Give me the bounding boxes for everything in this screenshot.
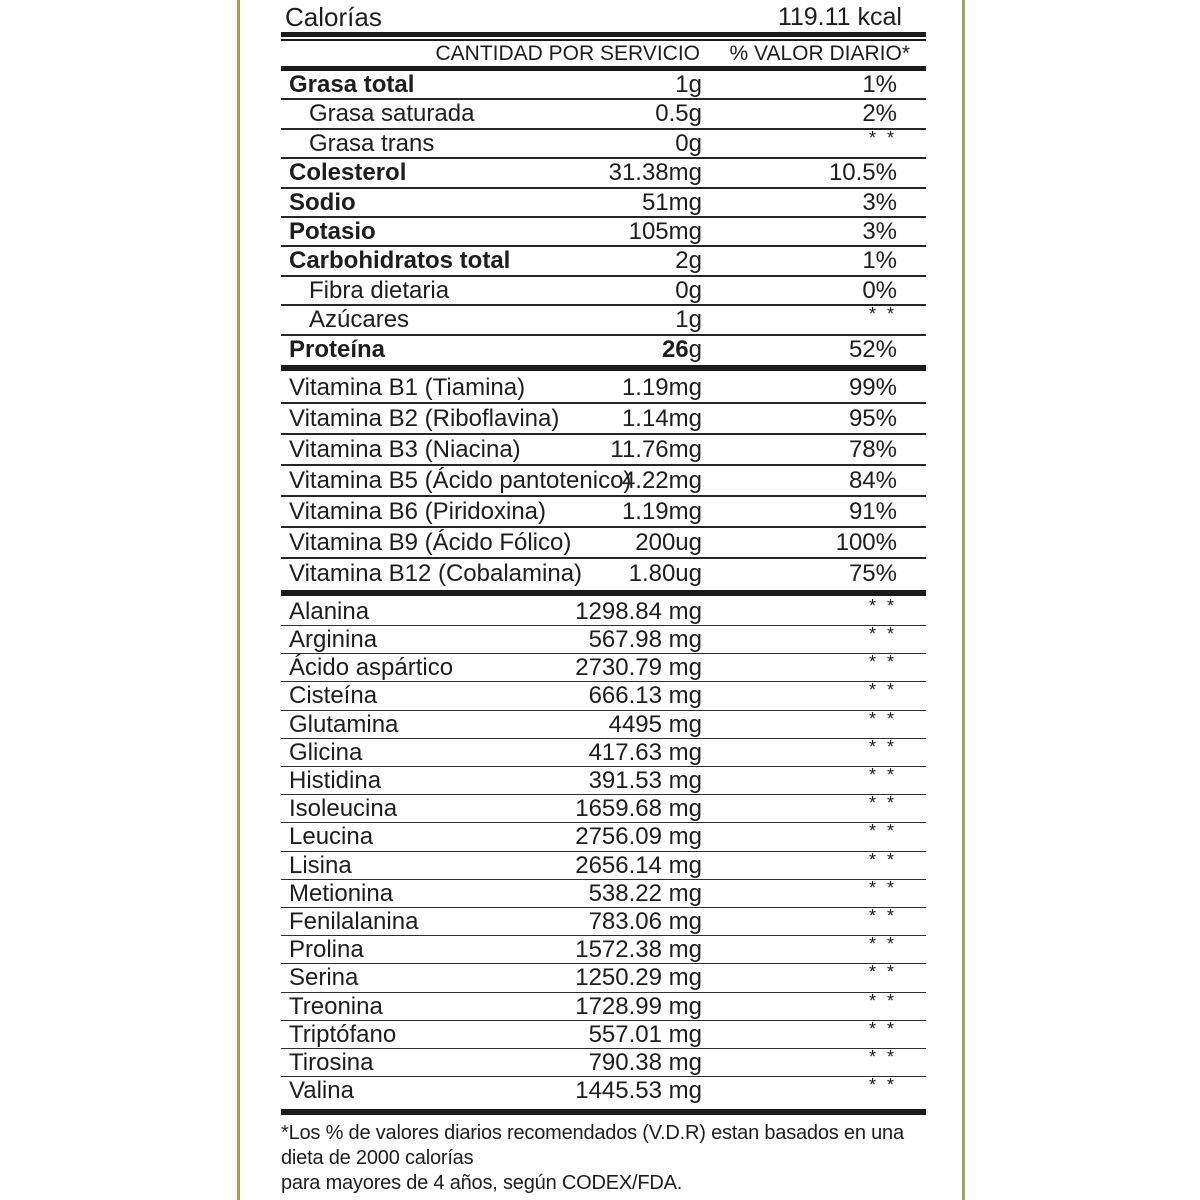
nutrient-row	[281, 877, 926, 908]
nutrient-name: Grasa total	[289, 71, 415, 98]
nutrient-name: Prolina	[289, 936, 364, 964]
daily-value-column-header: % VALOR DIARIO*	[729, 42, 910, 65]
nutrient-row	[281, 189, 926, 218]
nutrient-name: Proteína	[289, 335, 386, 363]
nutrient-amount: 1572.38 mg	[575, 936, 702, 964]
daily-value-footnote	[281, 1121, 926, 1196]
nutrient-amount: 538.22 mg	[588, 879, 702, 907]
amino-acid-section	[281, 595, 926, 1105]
nutrient-amount: 557.01 mg	[588, 1020, 702, 1048]
nutrient-amount: 2656.14 mg	[575, 851, 702, 879]
nutrient-name: Potasio	[289, 217, 376, 245]
nutrient-amount: 0g	[675, 276, 702, 304]
nutrient-row	[281, 404, 926, 435]
nutrient-name: Vitamina B1 (Tiamina)	[289, 373, 526, 401]
nutrition-facts-panel	[240, 2, 962, 1200]
nutrient-amount: 1.19mg	[621, 497, 702, 525]
nutrient-amount: 567.98 mg	[588, 626, 702, 654]
nutrient-daily-value: * *	[868, 1018, 897, 1039]
nutrient-name: Vitamina B2 (Riboflavina)	[289, 404, 560, 432]
nutrient-name: Valina	[289, 1077, 354, 1105]
nutrient-daily-value: 95%	[848, 404, 897, 432]
vitamin-section	[281, 373, 926, 588]
nutrient-name: Grasa trans	[309, 129, 435, 157]
nutrient-row	[281, 306, 926, 335]
divider-thick	[281, 1109, 926, 1115]
nutrient-amount: 2g	[675, 247, 702, 275]
nutrient-name: Alanina	[289, 597, 370, 625]
nutrient-row	[281, 736, 926, 767]
nutrient-amount: 26g	[661, 335, 702, 363]
nutrient-daily-value: * *	[868, 708, 897, 729]
nutrient-row	[281, 218, 926, 247]
nutrient-name: Sodio	[289, 188, 356, 216]
nutrient-name: Arginina	[289, 626, 378, 654]
nutrient-name: Grasa saturada	[309, 100, 475, 128]
nutrient-daily-value: * *	[868, 765, 897, 786]
nutrient-daily-value: 100%	[835, 528, 897, 556]
nutrient-daily-value: * *	[868, 821, 897, 842]
nutrient-name: Histidina	[289, 767, 382, 795]
nutrient-row	[281, 528, 926, 559]
nutrient-amount: 1298.84 mg	[575, 597, 702, 625]
nutrient-daily-value: * *	[868, 793, 897, 814]
nutrient-name: Fibra dietaria	[309, 276, 450, 304]
nutrient-name: Metionina	[289, 879, 394, 907]
nutrient-amount: 391.53 mg	[588, 767, 702, 795]
nutrient-name: Vitamina B3 (Niacina)	[289, 435, 521, 463]
nutrient-row	[281, 159, 926, 188]
amount-column-header: CANTIDAD POR SERVICIO	[435, 42, 700, 65]
nutrient-daily-value: * *	[868, 127, 897, 148]
macronutrient-section	[281, 71, 926, 363]
nutrient-daily-value: * *	[868, 962, 897, 983]
nutrient-amount: 417.63 mg	[588, 738, 702, 766]
nutrient-amount: 200ug	[635, 528, 702, 556]
nutrient-daily-value: * *	[868, 849, 897, 870]
nutrient-amount: 1.80ug	[628, 559, 702, 587]
nutrient-daily-value: * *	[868, 1046, 897, 1067]
double-rule	[281, 32, 926, 41]
nutrient-row	[281, 823, 926, 851]
nutrient-name: Lisina	[289, 851, 352, 879]
nutrient-row	[281, 795, 926, 823]
calories-label: Calorías	[285, 2, 382, 32]
nutrient-row	[281, 964, 926, 992]
nutrient-daily-value: * *	[868, 905, 897, 926]
nutrient-name: Carbohidratos total	[289, 247, 511, 275]
nutrient-daily-value: 2%	[862, 100, 897, 128]
nutrient-amount: 0.5g	[655, 100, 702, 128]
nutrient-row	[281, 435, 926, 466]
nutrient-name: Isoleucina	[289, 795, 398, 823]
nutrient-amount: 4.22mg	[621, 466, 702, 494]
nutrient-row	[281, 626, 926, 654]
nutrient-daily-value: * *	[868, 990, 897, 1011]
nutrient-name: Colesterol	[289, 159, 407, 187]
nutrient-row	[281, 905, 926, 936]
nutrient-amount: 2756.09 mg	[575, 823, 702, 851]
nutrient-name: Tirosina	[289, 1048, 374, 1076]
nutrient-row	[281, 1046, 926, 1077]
nutrient-daily-value: 52%	[848, 335, 897, 363]
calories-value: 119.11 kcal	[777, 3, 902, 31]
nutrient-name: Triptófano	[289, 1020, 397, 1048]
nutrient-daily-value: 1%	[862, 247, 897, 275]
nutrient-daily-value: 3%	[862, 217, 897, 245]
nutrient-amount: 1g	[675, 306, 702, 334]
nutrient-daily-value: 75%	[848, 559, 897, 587]
nutrient-row	[281, 849, 926, 880]
nutrient-row	[281, 682, 926, 710]
nutrient-row	[281, 127, 926, 159]
nutrient-amount: 31.38mg	[608, 159, 702, 187]
nutrient-daily-value: 3%	[862, 188, 897, 216]
nutrient-name: Vitamina B6 (Piridoxina)	[289, 497, 547, 525]
nutrient-name: Azúcares	[309, 306, 410, 334]
label-frame-right-border	[962, 0, 965, 1200]
nutrient-amount: 1728.99 mg	[575, 992, 702, 1020]
nutrient-daily-value: * *	[868, 595, 897, 616]
nutrient-daily-value: 99%	[848, 373, 897, 401]
nutrient-amount: 1.19mg	[621, 373, 702, 401]
nutrient-name: Vitamina B9 (Ácido Fólico)	[289, 528, 572, 556]
nutrient-name: Glicina	[289, 738, 363, 766]
nutrient-amount: 666.13 mg	[588, 682, 702, 710]
nutrient-daily-value: * *	[868, 934, 897, 955]
column-header-row	[281, 41, 926, 66]
nutrient-amount: 1659.68 mg	[575, 795, 702, 823]
nutrient-row	[281, 767, 926, 795]
nutrient-row	[281, 595, 926, 626]
nutrient-amount: 1g	[675, 71, 702, 98]
nutrient-name: Glutamina	[289, 710, 399, 738]
nutrient-amount: 1.14mg	[621, 404, 702, 432]
nutrient-row	[281, 497, 926, 528]
nutrition-table	[281, 2, 926, 1200]
nutrient-name: Ácido aspártico	[289, 654, 454, 682]
nutrient-daily-value: * *	[868, 304, 897, 325]
nutrient-row	[281, 373, 926, 404]
footnote-line-2: para mayores de 4 años, según CODEX/FDA.	[281, 1172, 683, 1195]
nutrient-amount: 11.76mg	[610, 435, 702, 463]
nutrient-name: Vitamina B5 (Ácido pantotenico)	[289, 466, 632, 494]
nutrient-daily-value: 91%	[848, 497, 897, 525]
nutrient-row	[281, 247, 926, 276]
nutrient-name: Leucina	[289, 823, 374, 851]
divider-thick	[281, 365, 926, 371]
nutrient-daily-value: 78%	[848, 435, 897, 463]
nutrient-amount: 0g	[675, 129, 702, 157]
nutrient-daily-value: 10.5%	[828, 159, 897, 187]
nutrient-row	[281, 71, 926, 100]
nutrient-row	[281, 100, 926, 129]
nutrient-name: Vitamina B12 (Cobalamina)	[289, 559, 583, 587]
divider-thick	[281, 590, 926, 596]
nutrient-daily-value: 0%	[862, 276, 897, 304]
nutrient-daily-value: * *	[868, 680, 897, 701]
nutrient-daily-value: * *	[868, 877, 897, 898]
nutrient-amount: 105mg	[628, 217, 702, 245]
nutrient-daily-value: 1%	[862, 71, 897, 98]
nutrient-row	[281, 559, 926, 588]
footnote-line-1: *Los % de valores diarios recomendados (V.D.R) estan basados en una dieta de 2000 calorías	[281, 1122, 904, 1170]
nutrient-amount: 783.06 mg	[588, 907, 702, 935]
nutrient-row	[281, 1077, 926, 1104]
nutrient-name: Serina	[289, 964, 359, 992]
nutrient-row	[281, 336, 926, 363]
nutrient-daily-value: * *	[868, 736, 897, 757]
nutrient-daily-value: * *	[868, 1075, 897, 1096]
nutrient-row	[281, 936, 926, 964]
nutrient-row	[281, 1018, 926, 1049]
nutrient-name: Fenilalanina	[289, 907, 419, 935]
nutrient-amount: 790.38 mg	[588, 1048, 702, 1076]
nutrient-amount: 4495 mg	[608, 710, 702, 738]
nutrient-row	[281, 990, 926, 1021]
nutrient-daily-value: * *	[868, 652, 897, 673]
nutrient-row	[281, 708, 926, 739]
nutrient-daily-value: 84%	[848, 466, 897, 494]
nutrient-amount: 2730.79 mg	[575, 654, 702, 682]
nutrient-amount: 1445.53 mg	[575, 1077, 702, 1105]
nutrient-name: Cisteína	[289, 682, 378, 710]
nutrient-row	[281, 654, 926, 682]
calories-row	[281, 2, 926, 32]
nutrient-row	[281, 277, 926, 306]
nutrient-name: Treonina	[289, 992, 383, 1020]
nutrient-amount: 1250.29 mg	[575, 964, 702, 992]
nutrient-row	[281, 466, 926, 497]
nutrient-daily-value: * *	[868, 624, 897, 645]
nutrient-amount: 51mg	[641, 188, 702, 216]
